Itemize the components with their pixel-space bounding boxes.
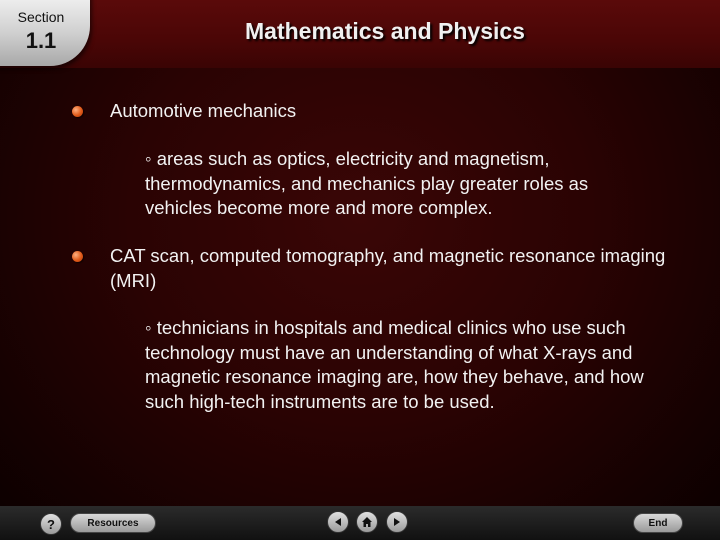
previous-button[interactable] bbox=[327, 511, 349, 533]
end-label: End bbox=[648, 517, 668, 529]
next-button[interactable] bbox=[386, 511, 408, 533]
bullet-icon bbox=[72, 251, 83, 262]
home-button[interactable] bbox=[356, 511, 378, 533]
section-label: Section bbox=[17, 9, 65, 25]
bullet-text-imaging: CAT scan, computed tomography, and magnetic resonance imaging (MRI) bbox=[110, 245, 666, 291]
bullet-text-automotive: Automotive mechanics bbox=[110, 100, 297, 121]
home-icon bbox=[361, 516, 373, 528]
help-button[interactable]: ? bbox=[40, 513, 62, 535]
arrow-right-icon bbox=[392, 517, 402, 527]
sub-bullet-text-automotive: ◦ areas such as optics, electricity and magnetism, thermodynamics, and mechanics play greater roles as vehicles become more and more complex. bbox=[145, 148, 589, 218]
sub-bullet-text-imaging: ◦ technicians in hospitals and medical clinics who use such technology must have an understanding of what X-rays and magnetic resonance imaging are, how they behave, and how such high-tech instruments are to be used. bbox=[145, 317, 644, 412]
resources-label: Resources bbox=[87, 517, 139, 529]
end-button[interactable] bbox=[633, 513, 683, 533]
arrow-left-icon bbox=[333, 517, 343, 527]
bullet-icon bbox=[72, 106, 83, 117]
page-title: Mathematics and Physics bbox=[245, 18, 525, 44]
resources-button[interactable] bbox=[70, 513, 156, 533]
section-number: 1.1 bbox=[25, 28, 57, 53]
